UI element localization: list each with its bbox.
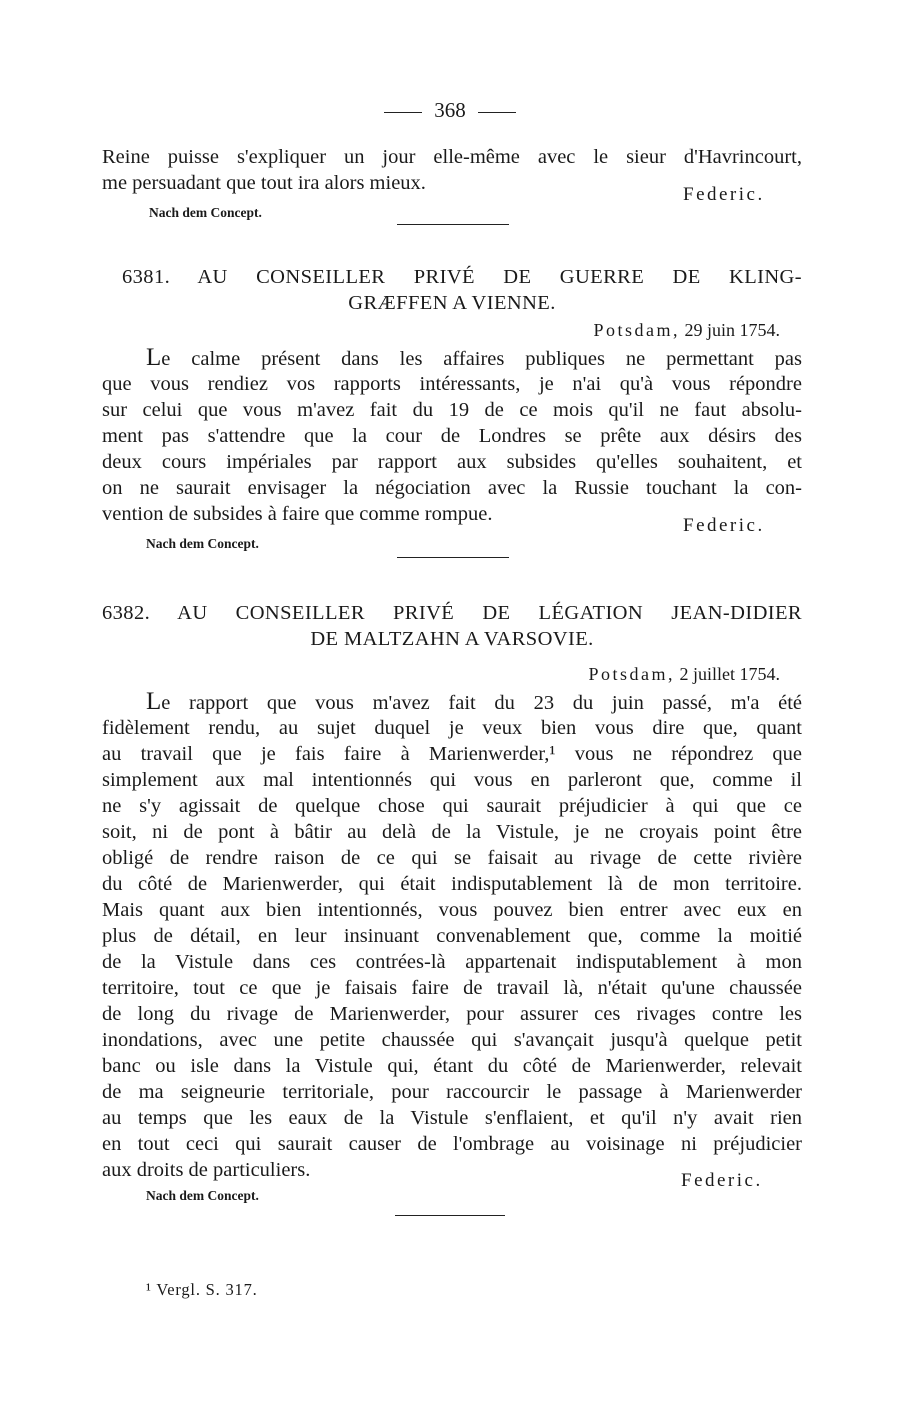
- dateline: [588, 664, 780, 685]
- body-line: banc ou isle dans la Vistule qui, étant du côté de Marienwerder, relevait: [102, 1055, 802, 1077]
- body-line: deux cours impériales par rapport aux subsides qu'elles souhaitent, et: [102, 451, 802, 473]
- letter-heading-6381: [102, 264, 802, 290]
- separator-rule: [397, 224, 509, 225]
- body-line: plus de détail, en leur insinuant convenablement que, comme la moitié: [102, 925, 802, 947]
- body-line: de long du rivage de Marienwerder, pour assurer ces rivages contre les: [102, 1003, 802, 1025]
- separator-rule: [395, 1215, 505, 1216]
- body-line: aux droits de particuliers.: [102, 1159, 311, 1181]
- first-line-text: e rapport que vous m'avez fait du 23 du juin passé, m'a été: [161, 692, 802, 714]
- body-line: on ne saurait envisager la négociation avec la Russie touchant la con-: [102, 477, 802, 499]
- separator-rule: [397, 557, 509, 558]
- body-first-line: [146, 345, 802, 372]
- letter-number: 6382.: [102, 602, 151, 624]
- page-number: [0, 97, 900, 123]
- signature: Federic.: [683, 515, 765, 536]
- heading-line: DE MALTZAHN A VARSOVIE.: [310, 628, 594, 650]
- page-number-dash-left: [384, 112, 422, 113]
- dateline-place: Potsdam,: [593, 320, 680, 340]
- body-line: en tout ceci qui saurait causer de l'ombrage au voisinage ni préjudicier: [102, 1133, 802, 1155]
- dateline-place: Potsdam,: [588, 664, 675, 684]
- heading-line: GRÆFFEN A VIENNE.: [348, 292, 556, 314]
- body-line: au travail que je fais faire à Marienwerder,¹ vous ne répondrez que: [102, 743, 802, 765]
- body-line: du côté de Marienwerder, qui était indisputablement là de mon territoire.: [102, 873, 802, 895]
- heading-line: AU CONSEILLER PRIVÉ DE GUERRE DE KLING-: [197, 266, 802, 288]
- signature: Federic.: [681, 1170, 763, 1191]
- body-line: ne s'y agissait de quelque chose qui saurait préjudicier à qui que ce: [102, 795, 802, 817]
- initial-letter: L: [146, 688, 162, 715]
- dateline-date: 29 juin 1754.: [684, 320, 780, 340]
- body-line: de la Vistule dans ces contrées-là appartenait indisputablement à mon: [102, 951, 802, 973]
- body-line: soit, ni de pont à bâtir au delà de la Vistule, je ne croyais point être: [102, 821, 802, 843]
- body-line: sur celui que vous m'avez fait du 19 de ce mois qu'il ne faut absolu-: [102, 399, 802, 421]
- dateline-date: 2 juillet 1754.: [679, 664, 780, 684]
- heading-line: AU CONSEILLER PRIVÉ DE LÉGATION JEAN-DIDIER: [177, 602, 802, 624]
- body-line: obligé de rendre raison de ce qui se faisait au rivage de cette rivière: [102, 847, 802, 869]
- page-number-value: 368: [434, 98, 466, 122]
- dateline: [593, 320, 780, 341]
- body-line: Mais quant aux bien intentionnés, vous pouvez bien entrer avec eux en: [102, 899, 802, 921]
- body-first-line: [146, 689, 802, 716]
- continuation-line: me persuadant que tout ira alors mieux.: [102, 172, 426, 194]
- body-line: territoire, tout ce que je faisais faire de travail là, n'était qu'une chaussée: [102, 977, 802, 999]
- body-line: ment pas s'attendre que la cour de Londres se prête aux désirs des: [102, 425, 802, 447]
- body-line: de ma seigneurie territoriale, pour raccourcir le passage à Marienwerder: [102, 1081, 802, 1103]
- signature: Federic.: [683, 184, 765, 205]
- body-line: au temps que les eaux de la Vistule s'enflaient, et qu'il n'y avait rien: [102, 1107, 802, 1129]
- source-note: Nach dem Concept.: [146, 1188, 259, 1203]
- source-note: Nach dem Concept.: [146, 536, 259, 551]
- initial-letter: L: [146, 344, 162, 371]
- body-line: inondations, avec une petite chaussée qui s'avançait jusqu'à quelque petit: [102, 1029, 802, 1051]
- body-line: fidèlement rendu, au sujet duquel je veux bien vous dire que, quant: [102, 717, 802, 739]
- letter-heading-6382: [102, 600, 802, 626]
- body-line: que vous rendiez vos rapports intéressants, je n'ai qu'à vous répondre: [102, 373, 802, 395]
- source-note: Nach dem Concept.: [149, 205, 262, 220]
- page-number-dash-right: [478, 112, 516, 113]
- letter-number: 6381.: [122, 266, 171, 288]
- first-line-text: e calme présent dans les affaires publiques ne permettant pas: [161, 348, 802, 370]
- continuation-line: Reine puisse s'expliquer un jour elle-même avec le sieur d'Havrincourt,: [102, 146, 802, 168]
- footnote: ¹ Vergl. S. 317.: [146, 1280, 258, 1299]
- body-line: vention de subsides à faire que comme rompue.: [102, 503, 493, 525]
- body-line: simplement aux mal intentionnés qui vous en parleront que, comme il: [102, 769, 802, 791]
